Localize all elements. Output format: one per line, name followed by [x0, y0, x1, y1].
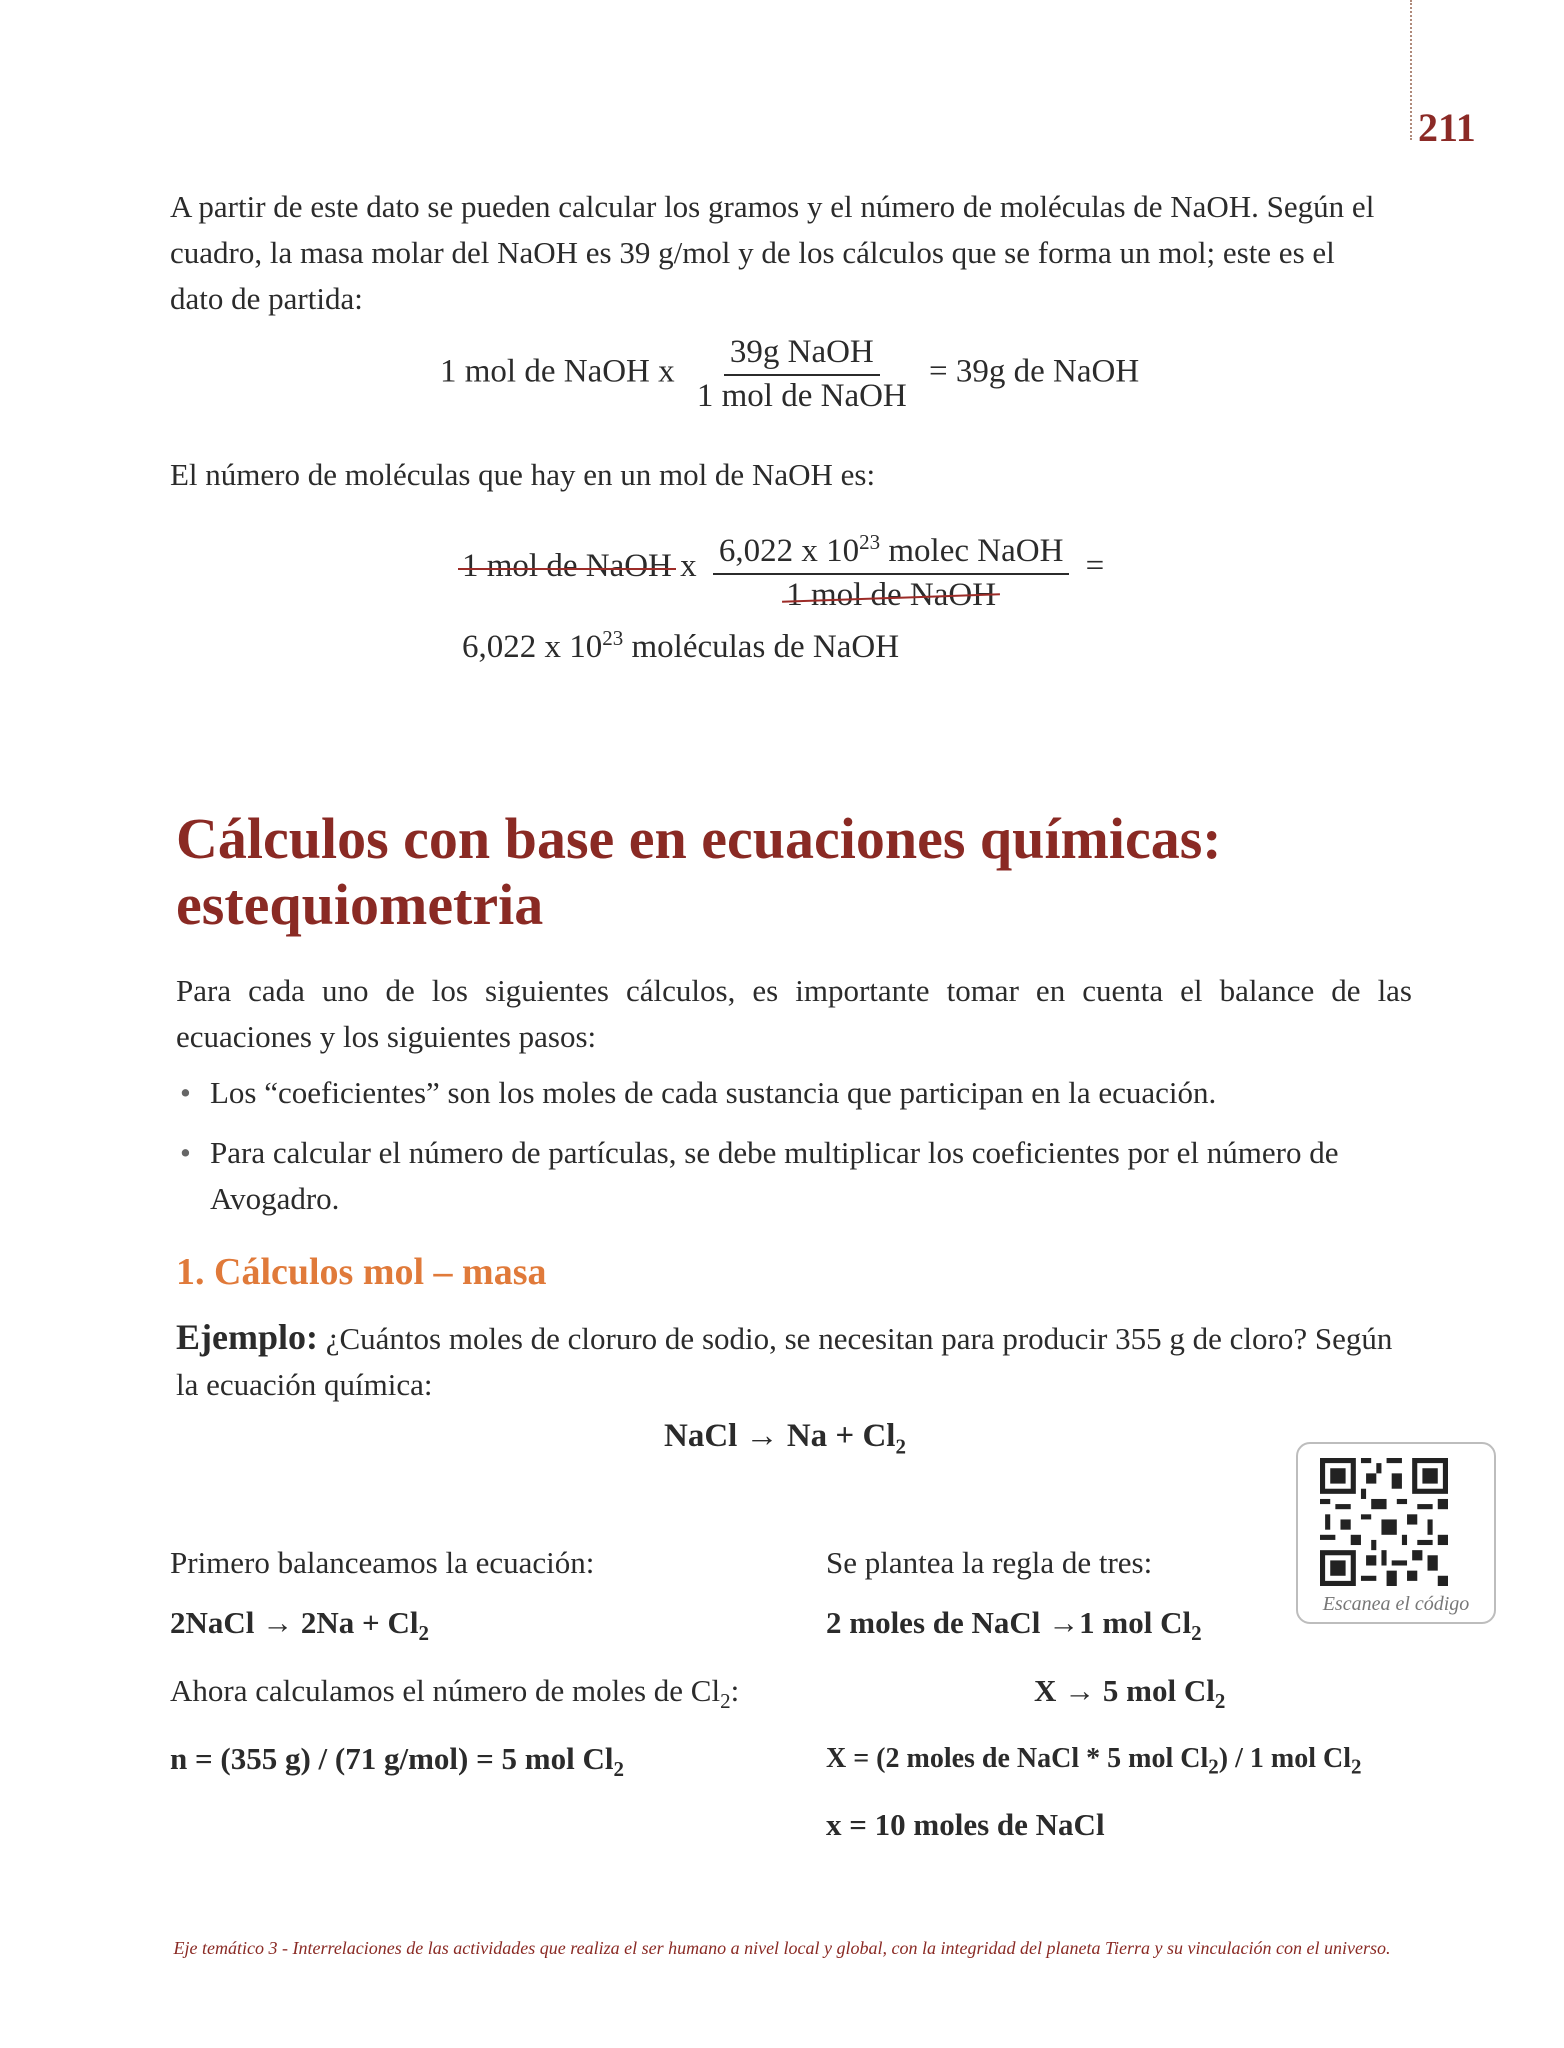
rule1-main: 2 moles de NaCl →1 mol Cl: [826, 1605, 1192, 1640]
eq2-denominator: [780, 575, 1002, 615]
final-result: x = 10 moles de NaCl: [826, 1806, 1105, 1842]
eq2-fraction: [713, 522, 1070, 615]
steps-list: [176, 1070, 1412, 1236]
reaction-main: NaCl → Na + Cl: [664, 1418, 896, 1454]
list-item: • Los “coeficientes” son los moles de cada sustancia que participan en la ecuación.: [176, 1070, 1412, 1116]
eq2-times: x: [680, 548, 697, 585]
equation-molecules: [462, 522, 1104, 615]
page-footer: Eje temático 3 - Interrelaciones de las actividades que realiza el ser humano a nivel local y global, con la integridad del planeta Tierra y su vinculación con el universo.: [173, 1938, 1391, 1958]
example-paragraph: [176, 1314, 1412, 1408]
moles-calculation: [170, 1736, 810, 1792]
rule3b: ) / 1 mol Cl: [1218, 1743, 1351, 1775]
eq1-left: 1 mol de NaOH x: [440, 353, 675, 390]
rule-line2: [826, 1668, 1386, 1724]
page-number: 211: [1418, 105, 1476, 150]
calc-main: n = (355 g) / (71 g/mol) = 5 mol Cl: [170, 1741, 614, 1777]
eq1-right: = 39g de NaOH: [929, 353, 1140, 390]
left-line3-text: Ahora calculamos el número de moles de Cl: [170, 1673, 721, 1709]
calc-sub: 2: [613, 1757, 624, 1782]
eq2-result-rest: moléculas de NaOH: [631, 629, 900, 665]
right-column: [826, 1540, 1386, 1848]
eq1-numerator: 39g NaOH: [724, 332, 880, 376]
rule2-main: X → 5 mol Cl: [1034, 1673, 1215, 1709]
eq2-numerator: [713, 522, 1070, 575]
example-text: ¿Cuántos moles de cloruro de sodio, se necesitan para producir 355 g de cloro? Según la ecuación química:: [176, 1321, 1393, 1402]
left-line3-sub: 2: [720, 1689, 731, 1714]
rule-line3: [826, 1736, 1386, 1790]
section-title-line2: estequiometria: [176, 872, 544, 937]
rule3a: X = (2 moles de NaCl * 5 mol Cl: [826, 1743, 1209, 1775]
example-label: Ejemplo:: [176, 1317, 318, 1357]
left-line3-end: :: [730, 1673, 740, 1709]
section-title-line1: Cálculos con base en ecuaciones químicas:: [176, 806, 1222, 871]
rule2-sub: 2: [1214, 1689, 1226, 1714]
rule3-sub1: 2: [1208, 1754, 1219, 1779]
eq2-den-struck: 1 mol de NaOH: [786, 577, 997, 613]
rule3-sub2: 2: [1350, 1754, 1362, 1779]
balanced-sub: 2: [418, 1621, 429, 1646]
eq2-num-base: 6,022 x 10: [718, 533, 860, 569]
rule1-sub: 2: [1191, 1621, 1202, 1646]
equation-molar-mass: [440, 332, 1139, 416]
eq2-equals: =: [1085, 548, 1105, 585]
molecules-intro: El número de moléculas que hay en un mol de NaOH es:: [170, 457, 876, 492]
right-line1: Se plantea la regla de tres:: [826, 1545, 1153, 1580]
intro-paragraph: A partir de este dato se pueden calcular los gramos y el número de moléculas de NaOH. Según el cuadro, la masa molar del NaOH es 39 g/mol y de los cálculos que se forma un mol; este es el dato de partida:: [170, 189, 1375, 316]
list-item: • Para calcular el número de partículas, se debe multiplicar los coeficientes por el número de Avogadro.: [176, 1130, 1412, 1222]
section-title: [176, 806, 1396, 938]
eq2-result-base: 6,022 x 10: [462, 629, 603, 665]
reaction-sub: 2: [895, 1434, 906, 1459]
eq2-num-rest: molec NaOH: [888, 533, 1064, 569]
rule-line1: [826, 1600, 1386, 1656]
eq1-denominator: 1 mol de NaOH: [696, 378, 907, 414]
eq2-result: [462, 626, 899, 666]
left-line3: [170, 1668, 810, 1724]
balanced-main: 2NaCl → 2Na + Cl: [170, 1605, 419, 1640]
page-margin-rule: [1410, 0, 1412, 140]
eq2-left-struck: 1 mol de NaOH: [462, 548, 672, 585]
eq2-num-exp: 23: [859, 530, 881, 554]
subsection-title: 1. Cálculos mol – masa: [176, 1251, 547, 1293]
reaction-equation: [664, 1418, 906, 1460]
left-line1: Primero balanceamos la ecuación:: [170, 1545, 595, 1580]
eq2-result-exp: 23: [602, 626, 624, 650]
balanced-equation: [170, 1600, 810, 1656]
qr-caption: Escanea el código: [1322, 1593, 1470, 1615]
eq1-fraction: [691, 332, 913, 416]
section-intro: Para cada uno de los siguientes cálculos, es importante tomar en cuenta el balance de las ecuaciones y los siguientes pasos:: [176, 973, 1412, 1054]
left-column: [170, 1540, 810, 1793]
